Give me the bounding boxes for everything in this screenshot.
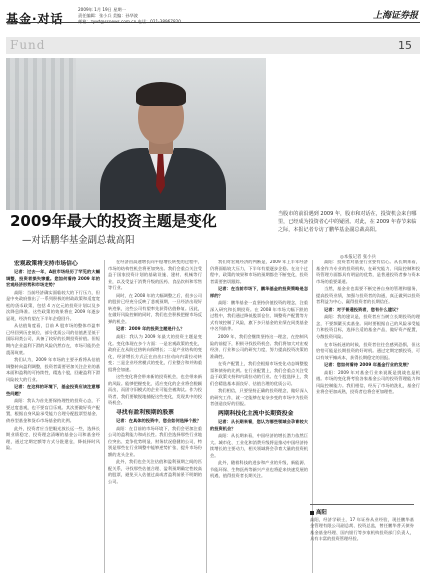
- body-paragraph: 在资产配置上，我们会根据市场变化动态调整股票和债券的比例。在行业配置上，我们会重点关注受益于政策支持和内需拉动的行业。在个股选择上，我们会精选基本面良好、估值合理的优质公司。: [210, 362, 308, 387]
- body-paragraph: 此外，投资者应当把眼光放长远一些，选择长期业绩稳定、投资理念清晰的基金公司和基金经理，通过定期定额等方式分批建仓，降低择时风险。: [6, 426, 100, 452]
- photo-hair: [136, 82, 186, 106]
- band-label: Fund: [10, 38, 46, 52]
- profile-title: [310, 508, 414, 516]
- column-2: [108, 260, 202, 573]
- body-paragraph: 我们对宏观经济的判断是，2009 年上半年经济仍将面临较大压力，下半年有望逐步企稳。在这个过程中，政策的效果和市场的预期都会不断变化，投资者需要密切跟踪。: [210, 260, 308, 285]
- body-paragraph: 高阳：我认为 2009 年最大的投资主题是变化。变化体现在多个方面：一是宏观政策的变化，政府正在从防过热转向保增长；二是产业结构的变化，经济增长方式正在由出口拉动向内需拉动转变；三是企业经营模式的变化，行业整合和并购重组将会加速。: [108, 335, 202, 373]
- body-paragraph: 高阳：在目前的市场环境下，我们会更加注重公司的盈利能力和成长性。我们会选择那些行业地位突出、竞争优势明显、财务状况稳健的公司，特别是那些在行业调整中能够逆势扩张、提升市场份额的龙头企业。: [108, 426, 202, 458]
- body-paragraph: 2009 年，我们会继续坚持这一理念，在控制风险的前提下，积极寻找投资机会。我们将加大对宏观经济、行业和公司的研究力度，努力提高投资决策的准确性。: [210, 335, 308, 360]
- photo-background-shelf: [6, 58, 76, 210]
- section-band: [6, 37, 420, 54]
- body-paragraph: 同时，在 2008 年的大幅调整之后，很多公司的股价已经充分反映了悲观预期，一旦经济出现好转迹象，这些公司有望率先获得估值修复。因此，在做好风险控制的同时，我们也会积极把握市场反弹的机会。: [108, 293, 202, 325]
- interview-question: 记者：在当前市场下，鹏华基金的投资策略是怎样的？: [210, 287, 308, 299]
- body-paragraph: 此外，随着科技的进步和产业的升级，新能源、节能环保、生物医药等新兴产业也将迎来快速发展的机遇，值得投资者长期关注。: [210, 461, 308, 480]
- portrait-photo: [6, 58, 266, 210]
- profile-text: 高阳，经济学硕士，17 年证券从业经验，现任鹏华基金管理有限公司副总裁、投资总监，曾任鹏华普天债券基金基金经理、国内银行等多家机构投资部门负责人，具有丰富的投资管理经验。: [310, 518, 414, 543]
- article-subheadline: —对话鹏华基金副总裁高阳: [22, 235, 135, 246]
- body-paragraph: 我们相信，只要坚持正确的投资理念，做好深入的研究工作，就一定能够在复杂多变的市场中为投资者创造良好的回报。: [210, 389, 308, 408]
- interview-question: 记者：对于普通投资者，您有什么建议？: [324, 307, 401, 313]
- header-editors: 责任编辑：张小兵 美编：孙华波: [78, 13, 138, 18]
- newspaper-logo: 上海证券报: [372, 11, 418, 21]
- interview-question: 记者：在这样的环境下，基金投资应该注意哪些问题？: [6, 385, 100, 397]
- body-paragraph: 在市场低迷的时候，投资者往往会感到恐惧，但这恰恰可能是长期投资的好时机。通过定期定额投资，可以有效平摊成本，获得长期稳定的回报。: [316, 342, 420, 361]
- column-4: [316, 260, 420, 500]
- column-rule: [206, 260, 207, 573]
- section-heading: 寻找有盈利预期的股票: [116, 410, 174, 417]
- header-contact: 邮箱：zywt@ssnews.com.cn 电话：021-38967820: [78, 19, 181, 24]
- article-headline: 2009年最大的投资主题是变化: [10, 212, 217, 230]
- body-paragraph: 高阳：鹏华基金一直坚持价值投资的理念，注重深入研究和长期投资。在 2008 年市场大幅下跌的过程中，我们通过降低股票仓位、调整资产配置等方式有效控制了风险，旗下多只基金的业绩在同类基金中名列前茅。: [210, 301, 308, 333]
- interview-question: 记者：在具体的投资中，您会如何选择个股？: [116, 419, 202, 425]
- body-paragraph: 高阳：当前经济确实面临较大的下行压力，但是中央政府推出了一系列积极的财政政策和适度宽松的货币政策，包括 4 万亿元的投资计划以及多次降息降准。这些政策的效果将在 2009 年逐步显现，经济有望在下半年企稳回升。: [6, 290, 100, 322]
- interview-question: 记者：过去一年，A股市场经历了罕见的大幅调整，投资者损失惨重。您如何看待 2009 年的宏观经济形势和市场走势？: [6, 270, 100, 289]
- body-paragraph: 此外，我们也会关注估值和盈利预期之间的匹配关系，寻找那些估值合理、盈利预期确定性较高的股票，避免买入估值过高或者盈利前景不明朗的公司。: [108, 460, 202, 485]
- page-header: [0, 0, 426, 52]
- body-paragraph: 在经济由高速增长向平稳增长转变的过程中，市场的结构性机会将更加突出。我们会重点关注受益于国家投资计划的基础设施、建材、机械等行业，以及受益于消费升级的医药、食品饮料和零售等行业。: [108, 260, 202, 292]
- interview-question: 记者：2009 年的投资主题是什么？: [116, 327, 185, 333]
- interview-question: 记者：从长期来看，您认为哪些领域会孕育较大的投资机会？: [210, 420, 308, 432]
- square-bullet-icon: [310, 511, 314, 515]
- column-rule: [104, 260, 105, 573]
- profile-name: 高阳: [316, 510, 327, 516]
- interview-question: 记者：您如何看待 2009 年基金行业的发展？: [324, 363, 412, 369]
- body-paragraph: 高阳：投资者对基金行业要有信心。从长期来看，基金作为专业的投资机构，在研究能力、风险控制和投资管理方面都具有明显的优势，是普通投资者参与资本市场的重要渠道。: [316, 260, 420, 285]
- section-title: 基金·对话: [6, 12, 64, 26]
- header-date: 2009年 1月 19日 星期一: [78, 7, 126, 12]
- column-1: [6, 260, 100, 573]
- profile-box: [310, 504, 414, 575]
- body-paragraph: 高阳：我认为首先要保持理性的投资心态，不要过度悲观，也不要盲目乐观。其次要做好资产配置，根据自身风险承受能力合理分配股票型基金、债券型基金和货币市场基金的比例。: [6, 399, 100, 425]
- body-paragraph: 从估值角度看，目前 A 股市场的整体市盈率已经回到历史低位，部分优质公司的估值甚至低于国际同类公司，具备了较好的长期投资价值。但短期内企业盈利下滑的风险仍然存在，市场可能仍会震荡筑底。: [6, 324, 100, 356]
- body-paragraph: 高阳：从长期来看，中国经济的增长潜力依然巨大。城市化、工业化和消费升级将是推动中国经济持续增长的主要动力，相关领域将会孕育大量的投资机会。: [210, 434, 308, 459]
- page-number: 15: [398, 39, 412, 52]
- body-paragraph: 高阳：我的建议是，投资者应当树立长期投资的理念，不要频繁买卖基金。同时要根据自己的风险承受能力和投资目标，选择合适的基金产品，做好资产配置，分散投资风险。: [316, 315, 420, 341]
- article-intro: 当股市的前沿遇到 2009 年，股市和对话在，投资机会来自哪里，已经成为投资者心中的疑团。对此，在 2009 年春节来临之际，本报记者专访了鹏华基金副总裁高阳。: [278, 211, 417, 234]
- article-byline: ◎本报记者 张小兵: [340, 255, 376, 260]
- section-heading: 宏观政策将支持市场信心: [14, 261, 78, 267]
- body-paragraph: 我们认为，2009 年市场的主要矛盾将从估值调整转向盈利调整，投资者需要更加关注企业的基本面和盈利的可持续性，精选个股，回避盈利下滑风险较大的行业。: [6, 358, 100, 383]
- column-3: [210, 260, 308, 573]
- body-paragraph: 这些变化将会带来新的投资机会，也会带来新的风险。能够把握变化、适应变化的企业将会脱颖而出，而固守旧模式的企业可能会被淘汰。作为投资者，我们要敏锐地捕捉这些变化，发现其中的投资机会。: [108, 375, 202, 407]
- body-paragraph: 当然，基金业也需要不断完善自身的管理和服务，提高投资业绩，加强与投资者的沟通，真正做到以投资者利益为中心，赢得投资者的长期信任。: [316, 287, 420, 306]
- body-paragraph: 高阳：2009 年对基金行业来说既是挑战也是机遇。市场的变化将考验各家基金公司的投资管理能力和风险控制能力。我们相信，经历了市场的洗礼，基金行业将会更加成熟，投资者也将会更加理性。: [316, 370, 420, 396]
- section-heading: 两期科技化主流中长期资投金: [218, 411, 294, 418]
- header-rule: [6, 22, 420, 23]
